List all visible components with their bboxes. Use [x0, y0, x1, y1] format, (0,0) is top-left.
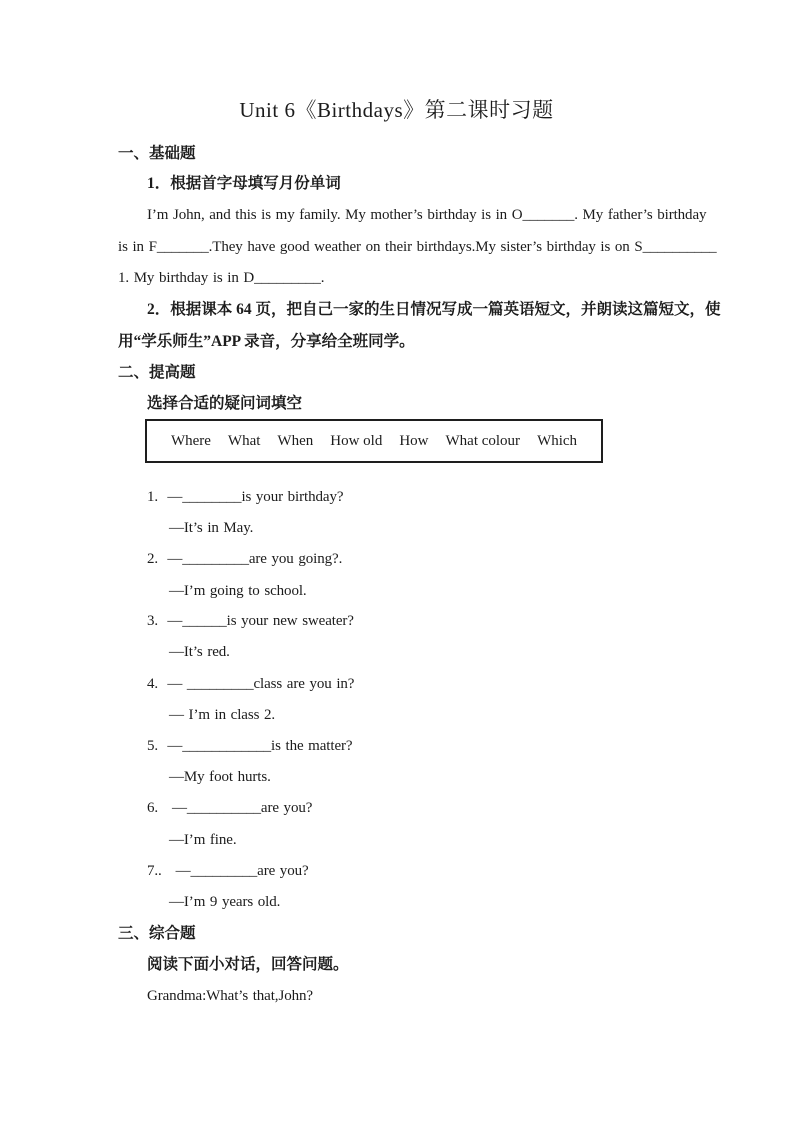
- word-bank-box: [145, 419, 603, 463]
- section-basic-heading: 一、基础题: [118, 145, 196, 162]
- answer-2: —I’m going to school.: [169, 583, 307, 599]
- answer-7: —I’m 9 years old.: [169, 894, 281, 910]
- answer-1: —It’s in May.: [169, 520, 254, 536]
- section-comprehensive-heading: 三、综合题: [118, 925, 196, 942]
- question-1: 1. —________is your birthday?: [147, 489, 344, 505]
- section-improve-heading: 二、提高题: [118, 364, 196, 381]
- page-title: Unit 6《Birthdays》第二课时习题: [239, 98, 554, 122]
- word-bank-item-when: When: [277, 432, 314, 449]
- word-bank-item-where: Where: [170, 432, 211, 449]
- answer-4: — I’m in class 2.: [169, 707, 276, 723]
- question-7: 7.. —_________are you?: [147, 863, 309, 879]
- word-bank-item-how: How: [399, 432, 429, 449]
- question-3: 3. —______is your new sweater?: [147, 613, 354, 629]
- dialogue-line-grandma: Grandma:What’s that,John?: [147, 988, 313, 1004]
- passage-line-1: I’m John, and this is my family. My mother’s birthday is in O_______. My father’s birthday: [147, 207, 707, 223]
- passage-line-3: 1. My birthday is in D_________.: [118, 270, 325, 286]
- word-bank-item-what: What: [227, 432, 261, 449]
- answer-5: —My foot hurts.: [169, 769, 271, 785]
- reading-instruction: 阅读下面小对话，回答问题。: [147, 956, 349, 973]
- answer-3: —It’s red.: [169, 644, 230, 660]
- question-2: 2. —_________are you going?.: [147, 551, 343, 567]
- word-bank-item-what-colour: What colour: [445, 432, 521, 449]
- word-bank-instruction: 选择合适的疑问词填空: [147, 395, 303, 412]
- question-6: 6. —__________are you?: [147, 800, 313, 816]
- question-5: 5. —____________is the matter?: [147, 738, 353, 754]
- passage-line-2: is in F_______.They have good weather on their birthdays.My sister’s birthday is on S__________: [118, 239, 717, 255]
- word-bank-item-which: Which: [537, 432, 578, 449]
- task2-line-2: 用“学乐师生”APP 录音，分享给全班同学。: [118, 333, 415, 350]
- question-4: 4. — _________class are you in?: [147, 676, 355, 692]
- word-bank-item-how-old: How old: [330, 432, 383, 449]
- task1-label: 1．根据首字母填写月份单词: [147, 175, 341, 192]
- task2-line-1: 2．根据课本 64 页，把自己一家的生日情况写成一篇英语短文，并朗读这篇短文，使: [147, 301, 721, 318]
- answer-6: —I’m fine.: [169, 832, 237, 848]
